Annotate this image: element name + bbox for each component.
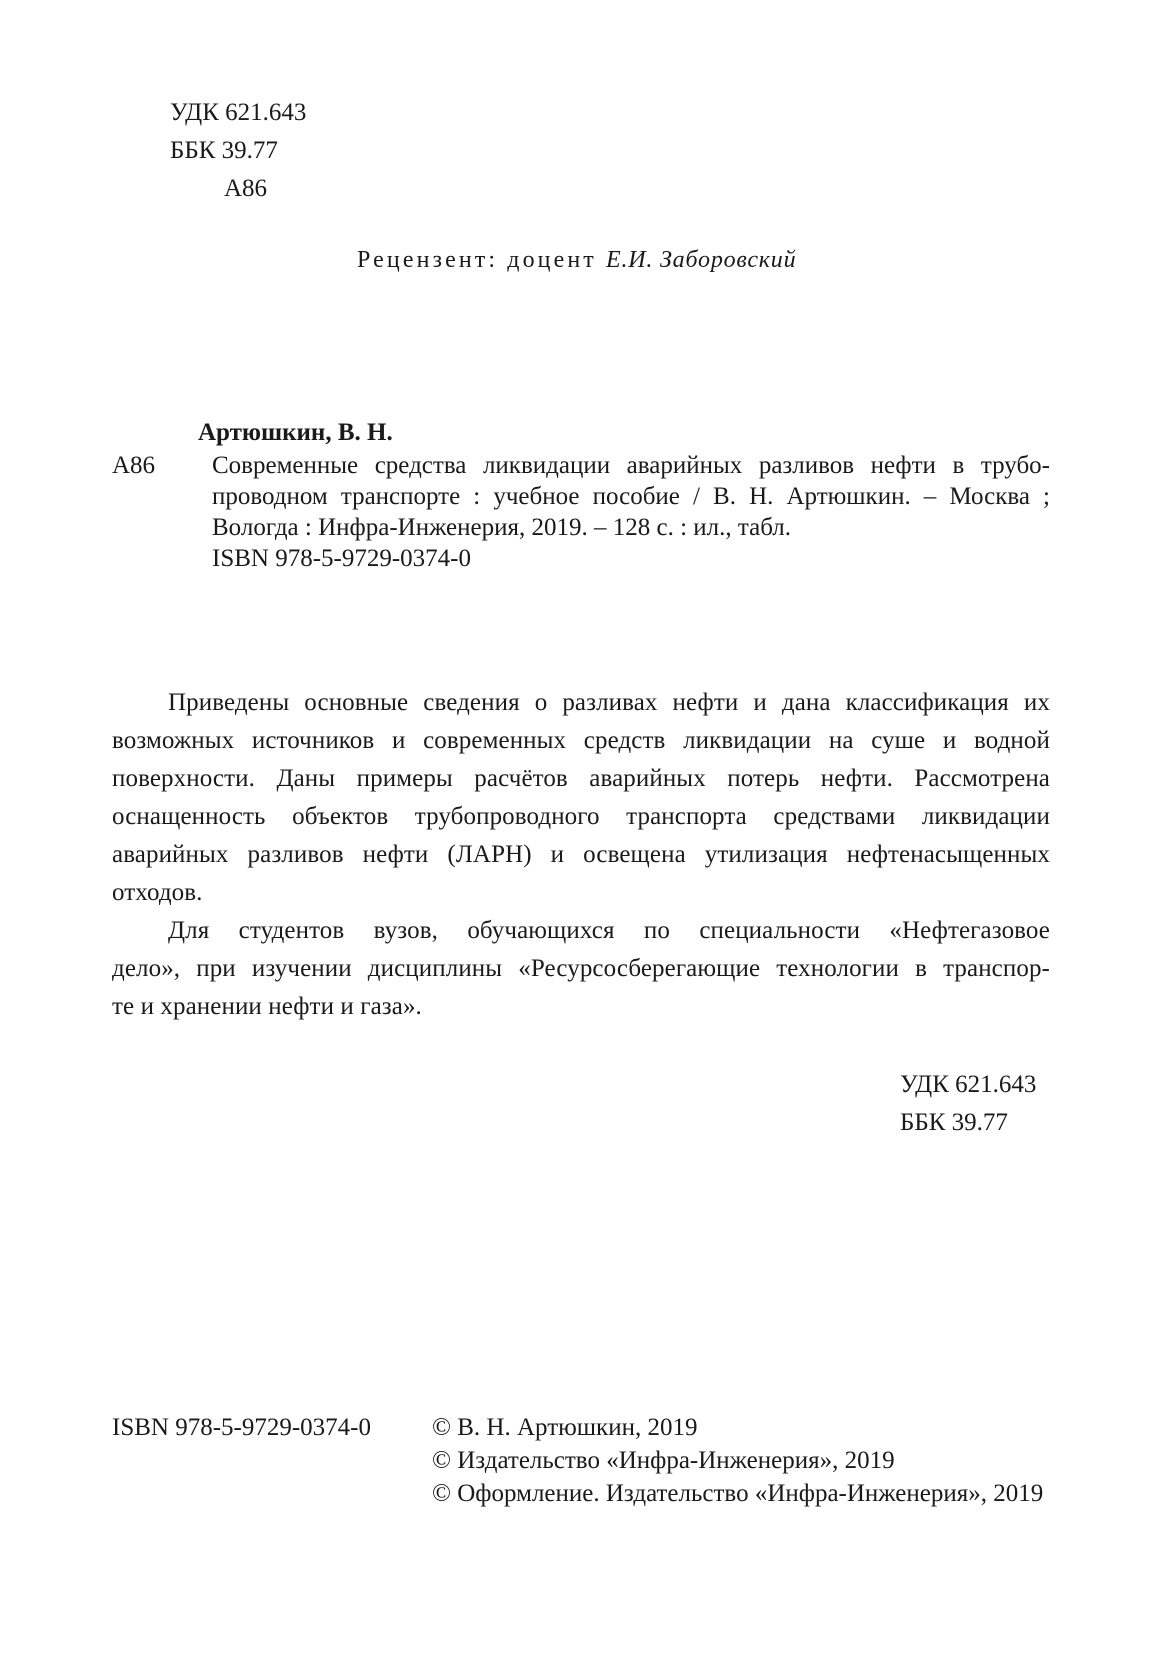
annotation-line: Для студентов вузов, обучающихся по специальности «Нефтегазовое xyxy=(168,917,1050,944)
reviewer-label: Рецензент: доцент xyxy=(357,247,606,273)
bbk-code-top: ББК 39.77 xyxy=(170,137,278,164)
udk-code-top: УДК 621.643 xyxy=(170,99,307,126)
copyright-line: © Оформление. Издательство «Инфра-Инженерия», 2019 xyxy=(432,1480,1044,1507)
author-mark-top: А86 xyxy=(224,175,268,202)
isbn-bottom: ISBN 978-5-9729-0374-0 xyxy=(112,1414,372,1441)
annotation-line: те и хранении нефти и газа». xyxy=(112,993,422,1020)
copyright-line: © Издательство «Инфра-Инженерия», 2019 xyxy=(432,1447,895,1474)
annotation-line: отходов. xyxy=(112,879,203,906)
bbk-code-bottom: ББК 39.77 xyxy=(900,1109,1008,1136)
biblio-isbn: ISBN 978-5-9729-0374-0 xyxy=(212,545,472,572)
biblio-description-line: проводном транспорте : учебное пособие / В. Н. Артюшкин. – Москва ; xyxy=(212,483,1050,510)
biblio-description-line: Вологда : Инфра-Инженерия, 2019. – 128 с. : ил., табл. xyxy=(212,514,792,541)
annotation-line: возможных источников и современных средств ликвидации на суше и водной xyxy=(112,727,1050,754)
copyright-line: © В. Н. Артюшкин, 2019 xyxy=(432,1414,698,1441)
biblio-description-line: Современные средства ликвидации аварийных разливов нефти в трубо- xyxy=(212,452,1050,479)
annotation-line: аварийных разливов нефти (ЛАРН) и освещена утилизация нефтенасыщенных xyxy=(112,841,1050,868)
reviewer-name: Е.И. Заборовский xyxy=(606,247,797,273)
annotation-line: Приведены основные сведения о разливах нефти и дана классификация их xyxy=(168,689,1050,716)
annotation-line: поверхности. Даны примеры расчётов аварийных потерь нефти. Рассмотрена xyxy=(112,765,1050,792)
annotation-line: дело», при изучении дисциплины «Ресурсосберегающие технологии в транспор- xyxy=(112,955,1050,982)
reviewer-line xyxy=(357,247,796,274)
biblio-author-mark: А86 xyxy=(112,452,156,479)
biblio-author: Артюшкин, В. Н. xyxy=(198,419,393,446)
annotation-line: оснащенность объектов трубопроводного транспорта средствами ликвидации xyxy=(112,803,1050,830)
udk-code-bottom: УДК 621.643 xyxy=(900,1071,1037,1098)
